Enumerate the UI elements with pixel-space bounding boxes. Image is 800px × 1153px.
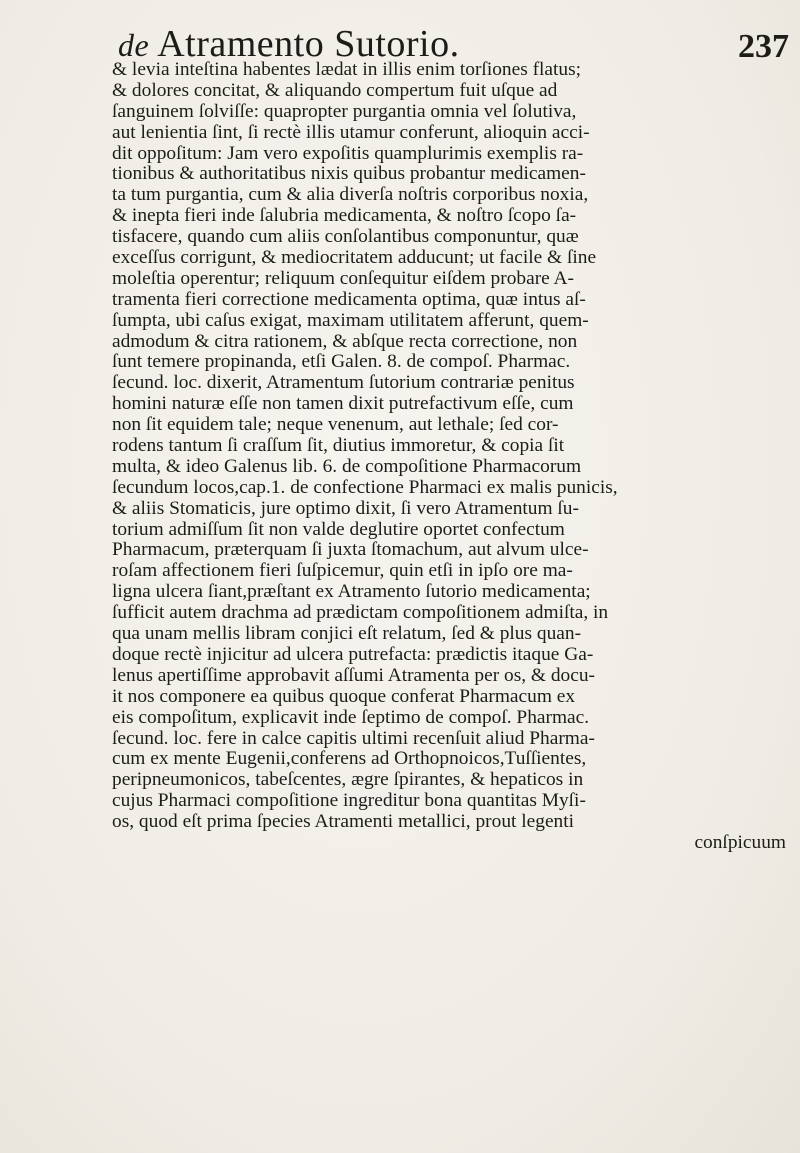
text-line: cujus Pharmaci compoſitione ingreditur bona quantitas Myſi- xyxy=(112,791,586,812)
text-line: peripneumonicos, tabeſcentes, ægre ſpirantes, & hepaticos in xyxy=(112,770,584,791)
text-line: lenus apertiſſime approbavit aſſumi Atramenta per os, & docu- xyxy=(112,665,596,686)
title-prefix: de xyxy=(118,27,150,63)
text-line: qua unam mellis libram conjici eſt relatum, ſed & plus quan- xyxy=(112,624,582,645)
text-line: os, quod eſt prima ſpecies Atramenti metallici, prout legenti xyxy=(112,812,575,833)
text-line: it nos componere ea quibus quoque conferat Pharmacum ex xyxy=(112,686,576,707)
text-line: ſanguinem ſolviſſe: quapropter purgantia omnia vel ſolutiva, xyxy=(112,101,577,122)
catchword: conſpicuum xyxy=(694,832,786,853)
text-line: & aliis Stomaticis, jure optimo dixit, ſi vero Atramentum ſu- xyxy=(112,498,579,519)
page-number: 237 xyxy=(738,28,789,65)
text-line: multa, & ideo Galenus lib. 6. de compoſitione Pharmacorum xyxy=(112,456,582,477)
text-line: ſufficit autem drachma ad prædictam compoſitionem admiſta, in xyxy=(112,603,609,624)
text-line: rodens tantum ſi craſſum ſit, diutius immoretur, & copia ſit xyxy=(112,436,565,457)
text-line: exceſſus corrigunt, & mediocritatem adducunt; ut facile & ſine xyxy=(112,248,597,269)
text-line: roſam affectionem fieri ſuſpicemur, quin etſi in ipſo ore ma- xyxy=(112,561,573,582)
text-line: & inepta fieri inde ſalubria medicamenta, & noſtro ſcopo ſa- xyxy=(112,206,577,227)
text-line: eis compoſitum, explicavit inde ſeptimo de compoſ. Pharmac. xyxy=(112,707,590,728)
text-line: ſecundum locos,cap.1. de confectione Pharmaci ex malis punicis, xyxy=(112,477,618,498)
text-line: aut lenientia ſint, ſi rectè illis utamur conferunt, alioquin acci- xyxy=(112,122,590,143)
text-line: torium admiſſum ſit non valde deglutire oportet confectum xyxy=(112,519,565,540)
text-line: tionibus & authoritatibus nixis quibus probantur medicamen- xyxy=(112,164,586,185)
text-line: ligna ulcera ſiant,præſtant ex Atramento ſutorio medicamenta; xyxy=(112,582,591,603)
text-line: & levia inteſtina habentes lædat in illis enim torſiones flatus; xyxy=(112,60,582,80)
text-line: ſecund. loc. fere in calce capitis ultimi recenſuit aliud Pharma- xyxy=(112,728,595,749)
text-line: non ſit equidem tale; neque venenum, aut lethale; ſed cor- xyxy=(112,415,559,436)
title-text: Atramento Sutorio. xyxy=(157,23,460,65)
text-line: ſecund. loc. dixerit, Atramentum ſutorium contrariæ penitus xyxy=(112,373,575,394)
text-line: homini naturæ eſſe non tamen dixit putrefactivum eſſe, cum xyxy=(112,394,574,415)
text-line: ta tum purgantia, cum & alia diverſa noſtris corporibus noxia, xyxy=(112,185,589,206)
text-line: tisfacere, quando cum aliis conſolantibus componuntur, quæ xyxy=(112,227,579,248)
text-line: Pharmacum, præterquam ſi juxta ſtomachum, aut alvum ulce- xyxy=(112,540,589,561)
text-line: dit oppoſitum: Jam vero expoſitis quamplurimis exemplis ra- xyxy=(112,143,584,164)
text-line: cum ex mente Eugenii,conferens ad Orthopnoicos,Tuſſientes, xyxy=(112,749,587,770)
text-line: moleſtia operentur; reliquum conſequitur eiſdem probare A- xyxy=(112,268,574,289)
text-line: tramenta fieri correctione medicamenta optima, quæ intus aſ- xyxy=(112,289,586,310)
body-text xyxy=(112,60,800,854)
text-line: admodum & citra rationem, & abſque recta correctione, non xyxy=(112,331,578,352)
text-line: doque rectè injicitur ad ulcera putrefacta: prædictis itaque Ga- xyxy=(112,644,594,665)
text-line: ſumpta, ubi caſus exigat, maximam utilitatem afferunt, quem- xyxy=(112,310,589,331)
text-line: ſunt temere propinanda, etſi Galen. 8. de compoſ. Pharmac. xyxy=(112,352,571,373)
text-line: & dolores concitat, & aliquando compertum fuit uſque ad xyxy=(112,80,558,101)
